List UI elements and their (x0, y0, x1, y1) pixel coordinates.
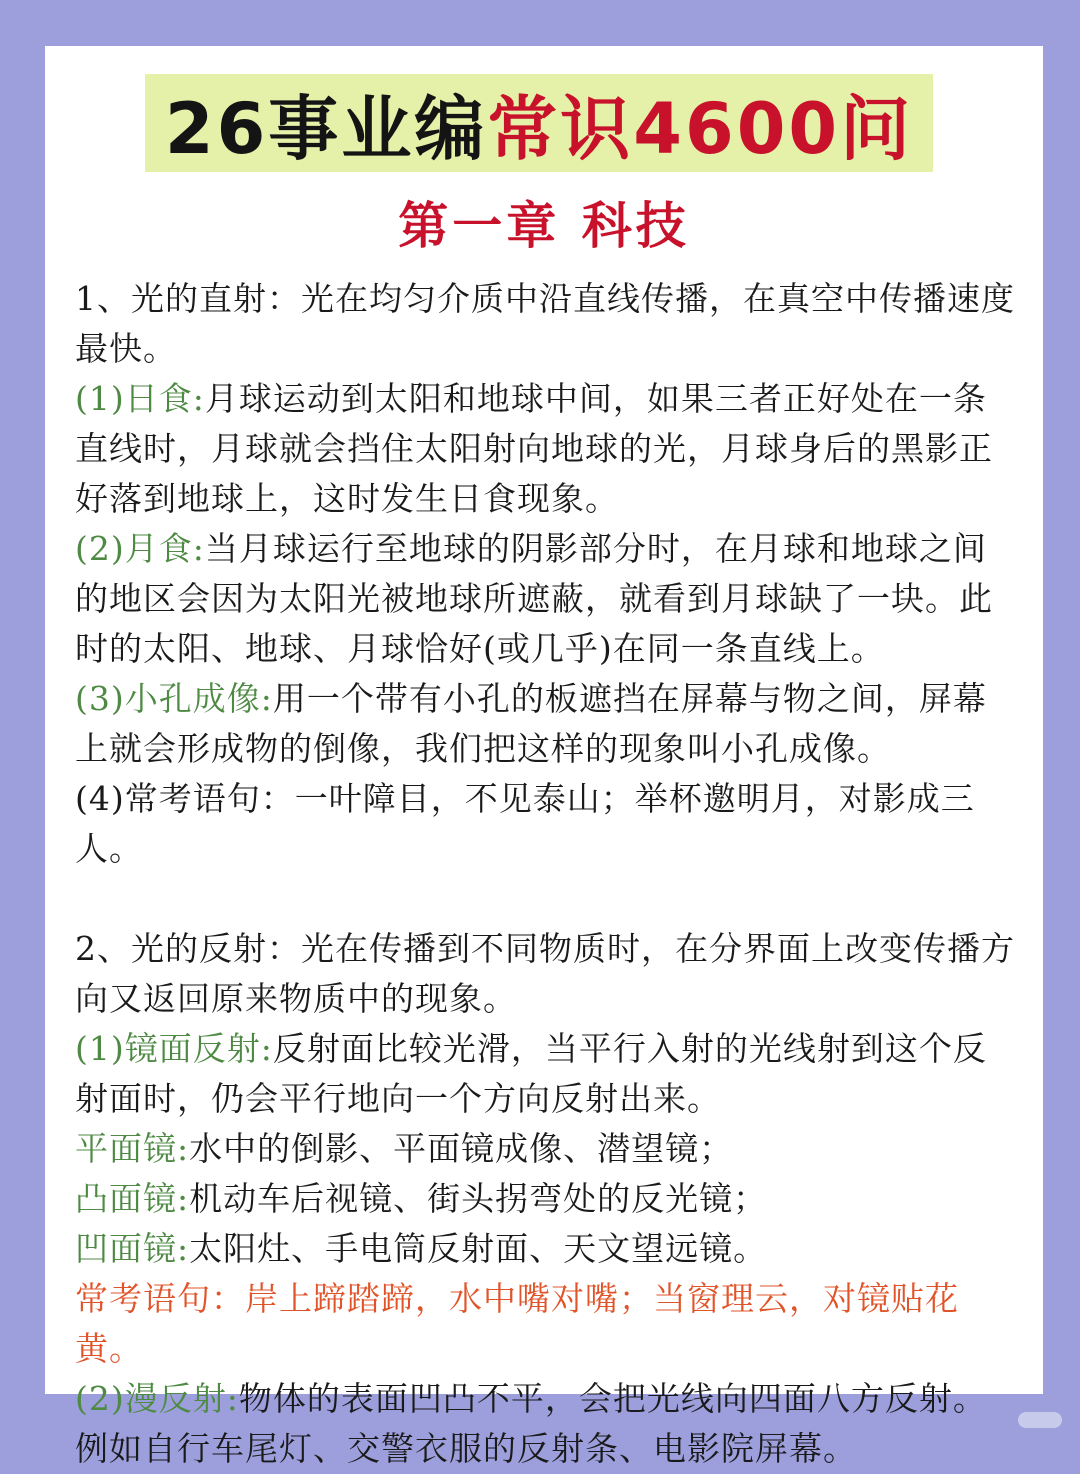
item-label: 凹面镜: (75, 1229, 189, 1268)
list-item (75, 1124, 1015, 1174)
item-label: 平面镜: (75, 1129, 189, 1168)
item-label: (1)日食: (75, 379, 205, 418)
content-card (45, 46, 1043, 1394)
list-item (75, 1374, 1015, 1474)
section-gap (75, 874, 1015, 924)
page-title (145, 74, 933, 172)
section-2-idiom: 常考语句：岸上蹄踏蹄，水中嘴对嘴；当窗理云，对镜贴花黄。 (75, 1274, 1015, 1374)
title-red-part: 常识4600问 (487, 73, 913, 174)
section-2-heading: 2、光的反射：光在传播到不同物质时，在分界面上改变传播方向又返回原来物质中的现象。 (75, 924, 1015, 1024)
list-item (75, 1224, 1015, 1274)
item-text: 用一个带有小孔的板遮挡在屏幕与物之间，屏幕上就会形成物的倒像，我们把这样的现象叫小孔成像。 (75, 679, 987, 768)
item-label: (3)小孔成像: (75, 679, 273, 718)
list-item (75, 374, 1015, 524)
list-item (75, 524, 1015, 674)
item-label: 凸面镜: (75, 1179, 189, 1218)
section-1-heading: 1、光的直射：光在均匀介质中沿直线传播，在真空中传播速度最快。 (75, 274, 1015, 374)
item-text: 反射面比较光滑，当平行入射的光线射到这个反射面时，仍会平行地向一个方向反射出来。 (75, 1029, 987, 1118)
article-body (75, 274, 1015, 1474)
watermark-badge (1018, 1412, 1062, 1428)
item-text: 物体的表面凹凸不平，会把光线向四面八方反射。例如自行车尾灯、交警衣服的反射条、电影院屏幕。 (75, 1379, 987, 1468)
list-item (75, 1024, 1015, 1124)
item-label: (2)漫反射: (75, 1379, 239, 1418)
list-item (75, 674, 1015, 774)
item-text: 水中的倒影、平面镜成像、潜望镜； (189, 1129, 733, 1168)
item-text: 月球运动到太阳和地球中间，如果三者正好处在一条直线时，月球就会挡住太阳射向地球的光，月球身后的黑影正好落到地球上，这时发生日食现象。 (75, 379, 993, 518)
item-label: (2)月食: (75, 529, 205, 568)
chapter-heading: 第一章 科技 (45, 186, 1043, 258)
item-text: 太阳灶、手电筒反射面、天文望远镜。 (189, 1229, 767, 1268)
title-black-part: 26事业编 (165, 73, 487, 174)
item-text: 当月球运行至地球的阴影部分时，在月球和地球之间的地区会因为太阳光被地球所遮蔽，就看到月球缺了一块。此时的太阳、地球、月球恰好(或几乎)在同一条直线上。 (75, 529, 993, 668)
item-text: 机动车后视镜、街头拐弯处的反光镜； (189, 1179, 767, 1218)
list-item (75, 1174, 1015, 1224)
item-label: (1)镜面反射: (75, 1029, 273, 1068)
section-1-idiom: (4)常考语句：一叶障目，不见泰山；举杯邀明月，对影成三人。 (75, 774, 1015, 874)
